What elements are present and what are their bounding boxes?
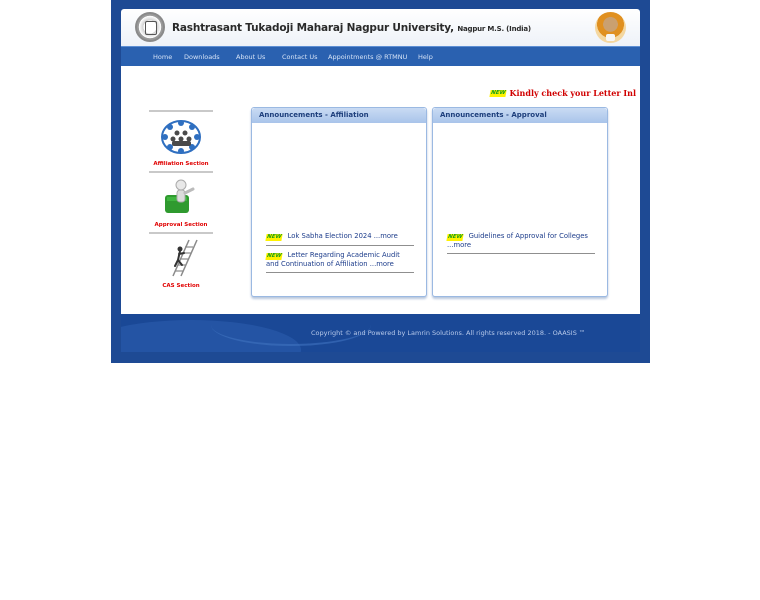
more-link[interactable]: ...more xyxy=(447,241,472,249)
page-frame xyxy=(111,0,650,363)
announcement-text: Letter Regarding Academic Audit and Continuation of Affiliation xyxy=(266,251,400,268)
list-item[interactable] xyxy=(266,232,414,246)
list-item[interactable] xyxy=(447,232,595,254)
notice-text: Kindly check your Letter Inl xyxy=(509,88,636,98)
site-footer xyxy=(121,314,640,352)
university-seal-icon xyxy=(135,12,165,42)
section-label: Affiliation Section xyxy=(153,161,209,167)
new-badge: NEW xyxy=(447,234,464,240)
affiliation-section-link[interactable] xyxy=(149,110,213,173)
new-badge: NEW xyxy=(266,234,283,240)
university-title xyxy=(172,22,531,34)
university-name: Rashtrasant Tukadoji Maharaj Nagpur University, xyxy=(172,22,454,34)
notice-marquee[interactable] xyxy=(490,88,636,98)
list-item[interactable] xyxy=(266,251,414,273)
section-label: CAS Section xyxy=(162,283,200,289)
panel-title: Announcements - Approval xyxy=(433,108,607,123)
university-location: Nagpur M.S. (India) xyxy=(457,25,531,33)
approval-section-link[interactable] xyxy=(149,171,213,234)
announcement-text: Guidelines of Approval for Colleges xyxy=(468,232,588,240)
new-badge: NEW xyxy=(490,89,507,96)
section-label: Approval Section xyxy=(154,222,208,228)
announcement-text: Lok Sabha Election 2024 xyxy=(287,232,372,240)
copyright-text: Copyright © and Powered by Lamrin Solutions. All rights reserved 2018. - OAASIS ™ xyxy=(311,329,586,337)
approval-announcements-panel xyxy=(432,107,608,297)
people-circle-icon xyxy=(159,116,203,156)
nav-contact-us[interactable]: Contact Us xyxy=(282,53,318,61)
ladder-climb-icon xyxy=(159,238,203,278)
nav-home[interactable]: Home xyxy=(153,53,173,61)
nav-about-us[interactable]: About Us xyxy=(236,53,266,61)
affiliation-announcements-panel xyxy=(251,107,427,297)
nav-appointments[interactable]: Appointments @ RTMNU xyxy=(328,53,408,61)
new-badge: NEW xyxy=(266,253,283,259)
portrait-icon xyxy=(595,12,626,43)
more-link[interactable]: ...more xyxy=(373,232,398,240)
main-nav xyxy=(121,46,640,67)
cas-section-link[interactable] xyxy=(149,232,213,295)
more-link[interactable]: ...more xyxy=(369,260,394,268)
panel-title: Announcements - Affiliation xyxy=(252,108,426,123)
nav-help[interactable]: Help xyxy=(418,53,433,61)
nav-downloads[interactable]: Downloads xyxy=(184,53,220,61)
person-approval-icon xyxy=(159,177,203,217)
main-content xyxy=(121,66,640,314)
site-header xyxy=(121,9,640,46)
